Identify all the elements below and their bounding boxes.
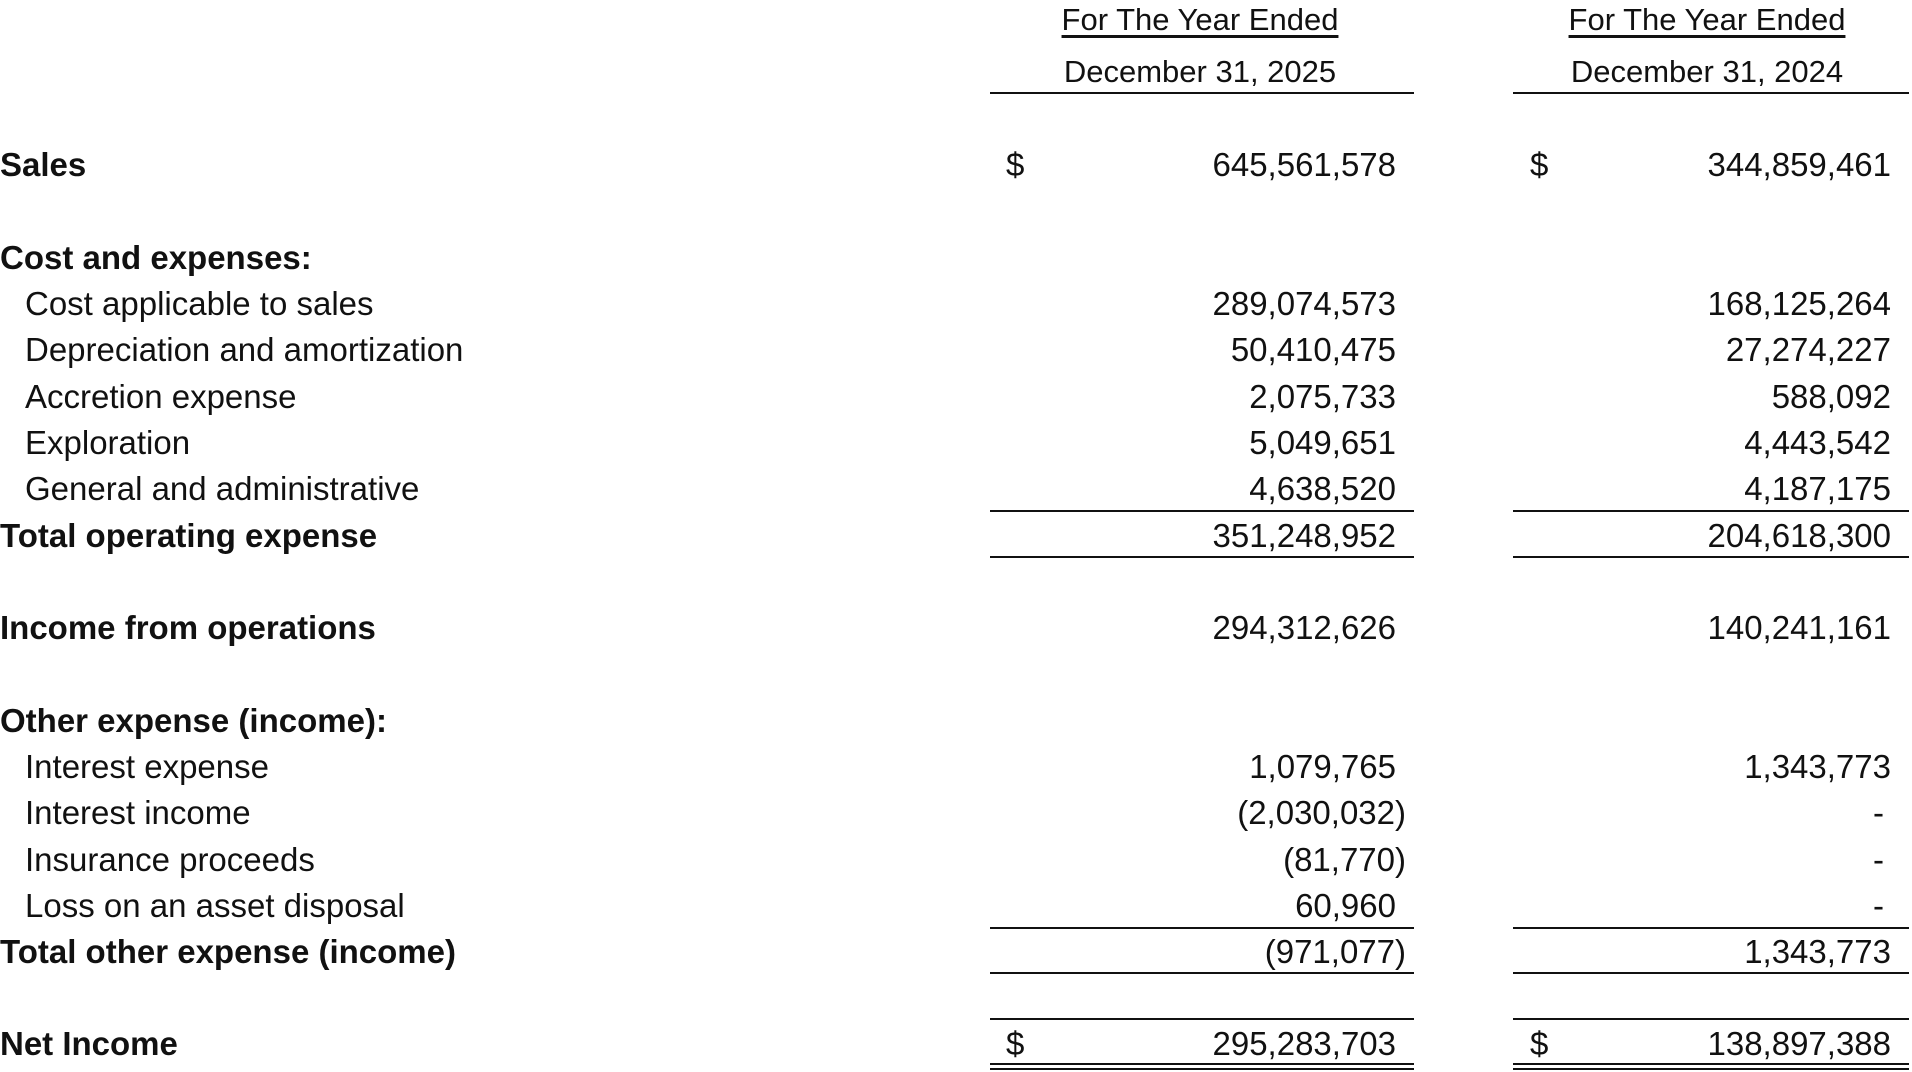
cost-item-2024: 27,274,227 [1725,331,1891,368]
other-item-2024: - [1873,887,1884,924]
sales-dollar-2024: $ [1530,146,1549,183]
cost-item-label: Exploration [25,424,191,461]
other-item-2024: 1,343,773 [1744,748,1891,785]
other-total-rule-col2 [1513,972,1909,974]
cost-item-2025: 4,638,520 [1249,470,1396,507]
other-subtotal-rule-col2 [1513,927,1909,929]
subtotal-rule-col1 [990,510,1414,512]
other-item-2025: 60,960 [1295,887,1396,924]
total-rule-col1 [990,556,1414,558]
cost-section-heading: Cost and expenses: [0,239,312,276]
net-income-label: Net Income [0,1025,178,1062]
total-operating-expense-2025: 351,248,952 [1212,517,1396,554]
other-item-label: Insurance proceeds [25,841,315,878]
income-from-operations-label: Income from operations [0,609,376,646]
other-total-rule-col1 [990,972,1414,974]
sales-dollar-2025: $ [1006,146,1025,183]
cost-item-2025: 289,074,573 [1212,285,1396,322]
sales-2025: 645,561,578 [1212,146,1396,183]
net-income-top-rule-col2 [1513,1018,1909,1020]
net-income-2025: 295,283,703 [1212,1025,1396,1062]
cost-item-label: Accretion expense [25,378,297,415]
cost-item-2024: 4,443,542 [1744,424,1891,461]
header-rule-col2 [1513,92,1909,94]
col1-header-line1: For The Year Ended [1061,2,1339,37]
other-item-2025: (81,770) [1283,841,1406,878]
income-from-operations-2025: 294,312,626 [1212,609,1396,646]
col2-header-line2: December 31, 2024 [1570,54,1844,89]
double-rule-col2-b [1513,1068,1909,1070]
sales-label: Sales [0,146,87,183]
cost-item-2025: 2,075,733 [1249,378,1396,415]
sales-2024: 344,859,461 [1707,146,1891,183]
net-income-top-rule-col1 [990,1018,1414,1020]
other-item-label: Loss on an asset disposal [25,887,405,924]
other-item-2024: - [1873,794,1884,831]
other-item-2025: 1,079,765 [1249,748,1396,785]
net-income-dollar-2025: $ [1006,1025,1025,1062]
net-income-2024: 138,897,388 [1707,1025,1891,1062]
cost-item-label: Depreciation and amortization [25,331,464,368]
cost-item-2025: 5,049,651 [1249,424,1396,461]
other-item-2024: - [1873,841,1884,878]
cost-item-label: Cost applicable to sales [25,285,374,322]
cost-item-2024: 588,092 [1771,378,1891,415]
total-operating-expense-label: Total operating expense [0,517,378,554]
cost-item-label: General and administrative [25,470,420,507]
cost-item-2025: 50,410,475 [1230,331,1396,368]
net-income-dollar-2024: $ [1530,1025,1549,1062]
total-other-expense-label: Total other expense (income) [0,933,456,970]
total-rule-col2 [1513,556,1909,558]
cost-item-2024: 168,125,264 [1707,285,1891,322]
double-rule-col1-a [990,1063,1414,1065]
total-other-expense-2024: 1,343,773 [1744,933,1891,970]
total-operating-expense-2024: 204,618,300 [1707,517,1891,554]
subtotal-rule-col2 [1513,510,1909,512]
double-rule-col1-b [990,1068,1414,1070]
double-rule-col2-a [1513,1063,1909,1065]
total-other-expense-2025: (971,077) [1264,933,1406,970]
income-from-operations-2024: 140,241,161 [1707,609,1891,646]
other-item-2025: (2,030,032) [1237,794,1406,831]
col1-header-line2: December 31, 2025 [1063,54,1337,89]
other-subtotal-rule-col1 [990,927,1414,929]
cost-item-2024: 4,187,175 [1744,470,1891,507]
other-section-heading: Other expense (income): [0,702,387,739]
other-item-label: Interest expense [25,748,269,785]
col2-header-line1: For The Year Ended [1568,2,1846,37]
other-item-label: Interest income [25,794,251,831]
header-rule-col1 [990,92,1414,94]
